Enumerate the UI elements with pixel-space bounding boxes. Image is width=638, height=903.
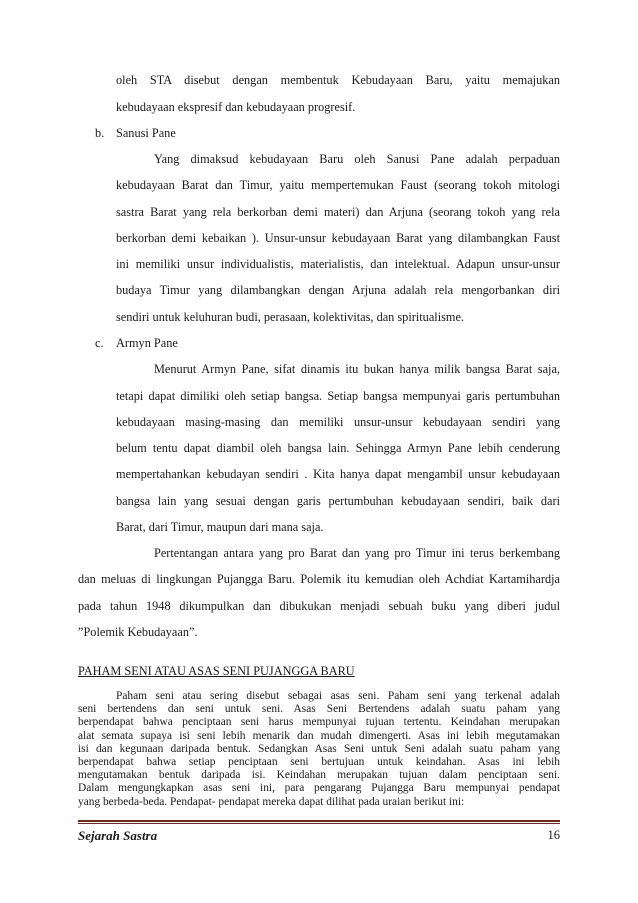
list-heading-sanusi-pane: Sanusi Pane — [116, 126, 176, 140]
text-line: Paham seni atau sering disebut sebagai asas seni. Paham seni yang terkenal adalah — [116, 690, 560, 702]
text-line: belum tentu dapat diambil oleh bangsa lain. Sehingga Armyn Pane lebih cenderung — [116, 441, 560, 455]
page-number: 16 — [547, 828, 560, 842]
text-line: oleh STA disebut dengan membentuk Kebudayaan Baru, yaitu memajukan — [116, 73, 560, 87]
list-heading-armyn-pane: Armyn Pane — [116, 336, 178, 350]
text-line: kebudayaan masing-masing dan memiliki unsur-unsur kebudayaan sendiri yang — [116, 415, 560, 429]
text-line: Dalam mengungkapkan asas seni ini, para pengarang Pujangga Baru mempunyai pendapat — [78, 782, 560, 795]
text-line: yang berbeda-beda. Pendapat- pendapat mereka dapat dilihat pada uraian berikut ini: — [78, 795, 465, 808]
text-line: berkorban demi kebaikan ). Unsur-unsur kebudayaan Barat yang dilambangkan Faust — [116, 231, 560, 245]
text-line: Yang dimaksud kebudayaan Baru oleh Sanusi Pane adalah perpaduan — [154, 152, 560, 166]
text-line: Menurut Armyn Pane, sifat dinamis itu bukan hanya milik bangsa Barat saja, — [154, 362, 560, 376]
text-line: ”Polemik Kebudayaan”. — [78, 625, 198, 639]
text-line: kebudayaan Barat dan Timur, yaitu mempertemukan Faust (seorang tokoh mitologi — [116, 178, 560, 192]
text-line: Pertentangan antara yang pro Barat dan yang pro Timur ini terus berkembang — [154, 546, 560, 560]
text-line: tetapi dapat dimiliki oleh setiap bangsa. Setiap bangsa mempunyai garis pertumbuhan — [116, 389, 560, 403]
text-line: sendiri untuk keluhuran budi, perasaan, kolektivitas, dan spiritualisme. — [116, 310, 464, 324]
list-marker: c. — [95, 336, 104, 350]
text-line: Barat, dari Timur, maupun dari mana saja. — [116, 520, 324, 534]
section-heading: PAHAM SENI ATAU ASAS SENI PUJANGGA BARU — [78, 664, 355, 678]
text-line: ini memiliki unsur individualistis, materialistis, dan intelektual. Adapun unsur-unsur — [116, 257, 560, 271]
text-line: mempertahankan kebudayan sendiri . Kita hanya dapat mengambil unsur kebudayaan — [116, 467, 560, 481]
text-line: budaya Timur yang dilambangkan dengan Arjuna adalah rela mengorbankan diri — [116, 283, 560, 297]
footer-title: Sejarah Sastra — [78, 828, 158, 843]
list-marker: b. — [95, 126, 105, 140]
text-line: mengutamakan bentuk daripada isi. Keindahan merupakan tujuan dalam penciptaan seni. — [78, 769, 560, 782]
text-line: seni bertendens dan seni untuk seni. Asas Seni Bertendens adalah suatu paham yang — [78, 703, 560, 716]
text-line: pada tahun 1948 dikumpulkan dan dibukukan menjadi sebuah buku yang diberi judul — [78, 599, 560, 613]
text-line: sastra Barat yang rela berkorban demi materi) dan Arjuna (seorang tokoh yang rela — [116, 205, 560, 219]
footer-divider — [78, 820, 560, 822]
text-line: bangsa lain yang sesuai dengan garis pertumbuhan kebudayaan sendiri, baik dari — [116, 494, 560, 508]
text-line: berpendapat bahwa setiap penciptaan seni bertujuan untuk keindahan. Asas ini lebih — [78, 756, 560, 768]
footer-divider-thin — [78, 823, 560, 824]
text-line: dan meluas di lingkungan Pujangga Baru. Polemik itu kemudian oleh Achdiat Kartamihardja — [78, 572, 560, 586]
text-line: isi dan kegunaan daripada bentuk. Sedangkan Asas Seni untuk Seni adalah suatu paham yang — [78, 742, 560, 755]
text-line: berpendapat bahwa penciptaan seni harus mempunyai tujuan tertentu. Keindahan merupakan — [78, 716, 560, 729]
text-line: kebudayaan ekspresif dan kebudayaan progresif. — [116, 100, 356, 114]
text-line: alat semata supaya isi seni lebih menarik dan mudah dimengerti. Asas ini lebih megutamakan — [78, 729, 560, 742]
